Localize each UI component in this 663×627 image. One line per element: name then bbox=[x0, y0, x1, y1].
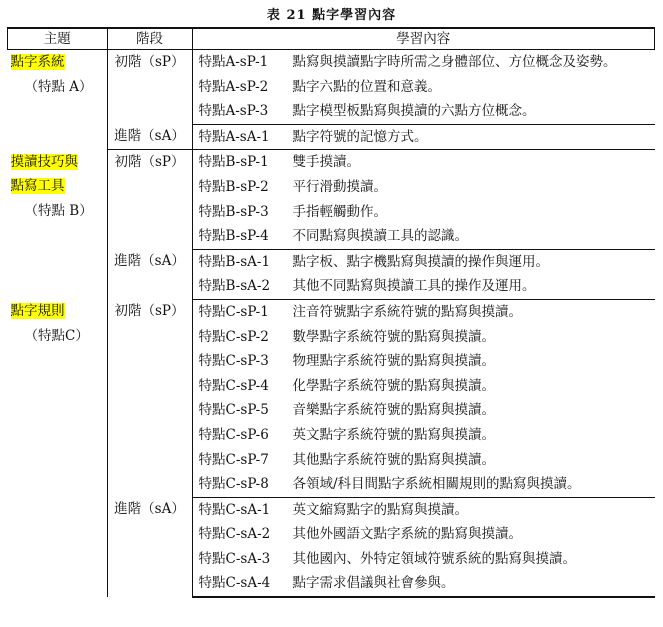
theme-line-wrap bbox=[11, 299, 107, 324]
item-text: 音樂點字系統符號的點寫與摸讀。 bbox=[292, 402, 495, 419]
stage-cell: 初階（sP） bbox=[107, 299, 192, 497]
item-text: 物理點字系統符號的點寫與摸讀。 bbox=[292, 353, 495, 370]
item-code: 特點C-sP-2 bbox=[198, 328, 269, 345]
item-text: 點字板、點字機點寫與摸讀的操作與運用。 bbox=[292, 253, 549, 270]
item-text: 點字需求倡議與社會參與。 bbox=[292, 575, 455, 592]
content-cell bbox=[192, 299, 655, 324]
item-code: 特點C-sA-1 bbox=[198, 501, 271, 518]
header-content: 學習內容 bbox=[192, 28, 655, 50]
item-text: 點字符號的記憶方式。 bbox=[292, 128, 428, 145]
theme-title-highlight: 點字規則 bbox=[10, 303, 65, 320]
content-cell bbox=[192, 249, 655, 274]
item-code: 特點C-sP-7 bbox=[198, 451, 269, 468]
item-code: 特點B-sP-1 bbox=[198, 154, 269, 171]
item-text: 其他點字系統符號的點寫與摸讀。 bbox=[292, 451, 495, 468]
content-cell bbox=[192, 398, 655, 423]
item-code: 特點C-sA-3 bbox=[198, 550, 271, 567]
header-theme: 主題 bbox=[8, 28, 108, 50]
item-code: 特點C-sP-5 bbox=[198, 402, 269, 419]
item-code: 特點B-sP-2 bbox=[198, 178, 269, 195]
content-cell bbox=[192, 547, 655, 572]
content-cell bbox=[192, 175, 655, 200]
item-text: 數學點字系統符號的點寫與摸讀。 bbox=[292, 328, 495, 345]
stage-cell: 進階（sA） bbox=[107, 497, 192, 597]
content-cell bbox=[192, 374, 655, 399]
theme-cell bbox=[8, 299, 108, 597]
theme-line-wrap bbox=[11, 150, 107, 175]
content-cell bbox=[192, 99, 655, 124]
content-cell bbox=[192, 448, 655, 473]
item-text: 英文點字系統符號的點寫與摸讀。 bbox=[292, 426, 495, 443]
theme-cell bbox=[8, 150, 108, 300]
item-code: 特點B-sA-1 bbox=[198, 253, 271, 270]
item-text: 雙手摸讀。 bbox=[292, 154, 360, 171]
theme-title-highlight: 摸讀技巧與 bbox=[10, 153, 78, 170]
item-text: 平行滑動摸讀。 bbox=[292, 178, 387, 195]
item-code: 特點B-sP-4 bbox=[198, 228, 269, 245]
item-code: 特點A-sP-2 bbox=[198, 78, 269, 95]
content-cell bbox=[192, 124, 655, 150]
table-body bbox=[8, 50, 655, 598]
item-code: 特點C-sP-3 bbox=[198, 353, 269, 370]
header-stage: 階段 bbox=[107, 28, 192, 50]
theme-line-wrap bbox=[11, 50, 107, 75]
item-code: 特點C-sP-8 bbox=[198, 476, 269, 493]
item-code: 特點C-sP-4 bbox=[198, 377, 269, 394]
item-code: 特點A-sA-1 bbox=[198, 128, 270, 145]
stage-cell: 初階（sP） bbox=[107, 50, 192, 125]
item-text: 不同點寫與摸讀工具的認識。 bbox=[292, 228, 468, 245]
item-text: 其他不同點寫與摸讀工具的操作及運用。 bbox=[292, 278, 536, 295]
item-code: 特點C-sP-6 bbox=[198, 426, 269, 443]
theme-title-highlight: 點寫工具 bbox=[10, 178, 65, 195]
content-cell bbox=[192, 224, 655, 249]
table-row bbox=[8, 299, 655, 324]
stage-cell: 進階（sA） bbox=[107, 249, 192, 299]
item-text: 點字模型板點寫與摸讀的六點方位概念。 bbox=[292, 103, 536, 120]
item-text: 各領域/科目間點字系統相關規則的點寫與摸讀。 bbox=[292, 476, 581, 493]
stage-cell: 進階（sA） bbox=[107, 124, 192, 150]
content-cell bbox=[192, 50, 655, 75]
stage-cell: 初階（sP） bbox=[107, 150, 192, 249]
content-cell bbox=[192, 497, 655, 522]
content-cell bbox=[192, 349, 655, 374]
theme-code: （特點 A） bbox=[24, 78, 93, 95]
learning-content-table bbox=[7, 27, 655, 598]
item-text: 其他外國語文點字系統的點寫與摸讀。 bbox=[292, 526, 522, 543]
item-text: 其他國內、外特定領域符號系統的點寫與摸讀。 bbox=[292, 550, 576, 567]
header-row bbox=[8, 28, 655, 50]
item-text: 英文縮寫點字的點寫與摸讀。 bbox=[292, 501, 468, 518]
content-cell bbox=[192, 325, 655, 350]
theme-title-highlight: 點字系統 bbox=[10, 54, 65, 70]
content-cell bbox=[192, 200, 655, 225]
item-text: 手指輕觸動作。 bbox=[292, 203, 387, 220]
item-text: 注音符號點字系統符號的點寫與摸讀。 bbox=[292, 303, 522, 320]
table-row bbox=[8, 50, 655, 75]
item-code: 特點B-sA-2 bbox=[198, 278, 271, 295]
item-code: 特點C-sA-2 bbox=[198, 526, 271, 543]
item-code: 特點A-sP-3 bbox=[198, 103, 269, 120]
content-cell bbox=[192, 274, 655, 299]
item-code: 特點C-sP-1 bbox=[198, 303, 269, 320]
content-cell bbox=[192, 472, 655, 497]
theme-code: （特點 B） bbox=[24, 203, 93, 220]
item-code: 特點C-sA-4 bbox=[198, 575, 271, 592]
table-caption: 表 21 點字學習內容 bbox=[266, 8, 397, 23]
theme-cell bbox=[8, 50, 108, 150]
item-text: 點寫與摸讀點字時所需之身體部位、方位概念及姿勢。 bbox=[292, 54, 617, 70]
content-cell bbox=[192, 150, 655, 175]
theme-line-wrap bbox=[11, 174, 107, 199]
content-cell bbox=[192, 571, 655, 597]
item-code: 特點A-sP-1 bbox=[198, 54, 269, 70]
content-cell bbox=[192, 522, 655, 547]
item-text: 點字六點的位置和意義。 bbox=[292, 78, 441, 95]
table-row bbox=[8, 150, 655, 175]
content-cell bbox=[192, 75, 655, 100]
content-cell bbox=[192, 423, 655, 448]
theme-code: （特點C） bbox=[24, 328, 89, 345]
item-code: 特點B-sP-3 bbox=[198, 203, 269, 220]
item-text: 化學點字系統符號的點寫與摸讀。 bbox=[292, 377, 495, 394]
